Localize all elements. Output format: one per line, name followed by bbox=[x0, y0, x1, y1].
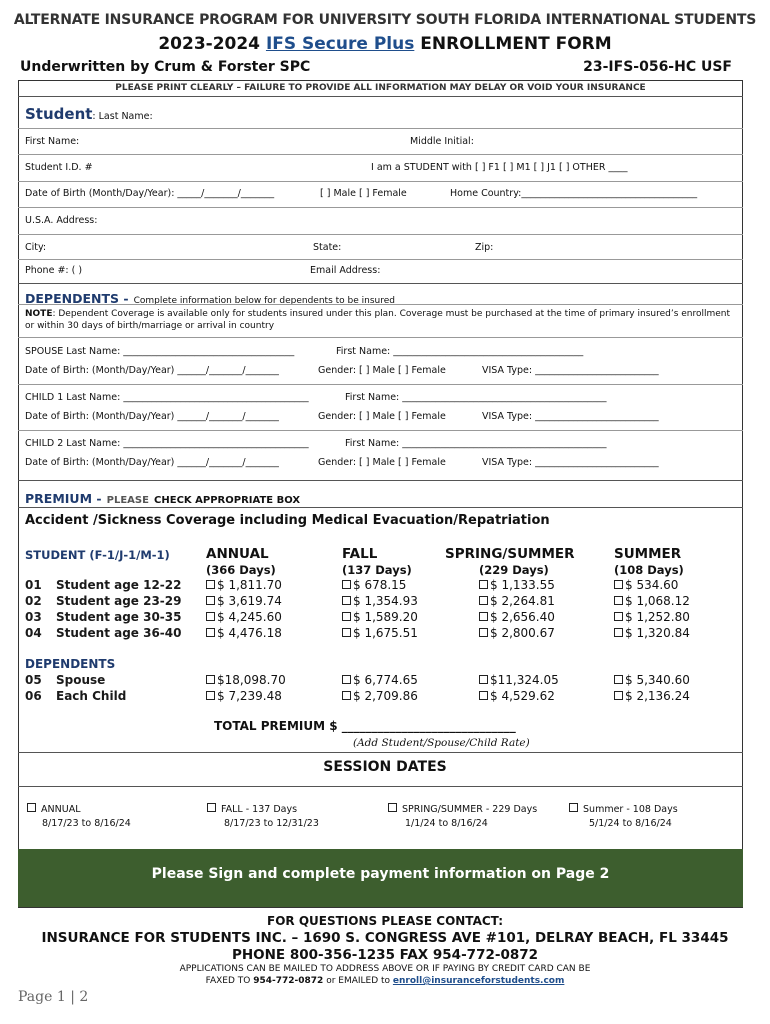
dependents-rate-header: DEPENDENTS bbox=[25, 657, 116, 671]
column-summer: SUMMER bbox=[614, 546, 682, 562]
rate-row-label: Spouse bbox=[56, 673, 106, 687]
rate-checkbox[interactable] bbox=[342, 673, 418, 687]
rate-value: $ 2,800.67 bbox=[490, 626, 555, 640]
rate-row-code: 05 bbox=[25, 673, 42, 687]
checkbox-icon bbox=[479, 691, 488, 700]
checkbox-icon bbox=[479, 675, 488, 684]
rate-checkbox[interactable] bbox=[342, 610, 418, 624]
checkbox-icon bbox=[206, 675, 215, 684]
divider bbox=[18, 234, 743, 235]
rate-value: $ 1,675.51 bbox=[353, 626, 418, 640]
or-emailed-text: or EMAILED to bbox=[326, 976, 391, 986]
form-name: ENROLLMENT FORM bbox=[420, 34, 612, 54]
session-annual-checkbox[interactable] bbox=[27, 803, 81, 815]
rate-value: $ 1,811.70 bbox=[217, 578, 282, 592]
rate-value: $ 3,619.74 bbox=[217, 594, 282, 608]
rate-checkbox[interactable] bbox=[479, 594, 555, 608]
rate-value: $ 6,774.65 bbox=[353, 673, 418, 687]
checkbox-icon bbox=[614, 580, 623, 589]
divider bbox=[18, 507, 743, 508]
divider bbox=[18, 207, 743, 208]
student-section bbox=[25, 104, 153, 123]
city-field[interactable]: City: bbox=[25, 242, 47, 253]
spouse-gender-checkboxes[interactable]: Gender: [ ] Male [ ] Female bbox=[318, 365, 446, 376]
session-annual-dates: 8/17/23 to 8/16/24 bbox=[42, 818, 131, 829]
checkbox-icon bbox=[388, 803, 397, 812]
rate-value: $ 1,354.93 bbox=[353, 594, 418, 608]
column-spring-summer: SPRING/SUMMER bbox=[445, 546, 575, 562]
rate-value: $ 4,476.18 bbox=[217, 626, 282, 640]
mail-instruction: APPLICATIONS CAN BE MAILED TO ADDRESS ABOVE OR IF PAYING BY CREDIT CARD CAN BE bbox=[179, 964, 591, 974]
checkbox-icon bbox=[206, 628, 215, 637]
rate-checkbox[interactable] bbox=[614, 673, 690, 687]
days-annual: (366 Days) bbox=[206, 563, 276, 577]
session-summer-dates: 5/1/24 to 8/16/24 bbox=[589, 818, 672, 829]
coverage-title: Accident /Sickness Coverage including Medical Evacuation/Repatriation bbox=[25, 513, 550, 528]
child1-first-name-field[interactable]: First Name: ___________________________________________ bbox=[345, 392, 607, 403]
session-name: SPRING/SUMMER - 229 Days bbox=[402, 804, 538, 815]
rate-checkbox[interactable] bbox=[342, 689, 418, 703]
sign-notice-band bbox=[18, 849, 743, 907]
rate-value: $ 5,340.60 bbox=[625, 673, 690, 687]
checkbox-icon bbox=[342, 628, 351, 637]
checkbox-icon bbox=[342, 675, 351, 684]
rate-checkbox[interactable] bbox=[479, 689, 555, 703]
rate-row-label: Student age 30-35 bbox=[56, 610, 182, 624]
rate-value: $ 1,589.20 bbox=[353, 610, 418, 624]
premium-section bbox=[25, 488, 300, 507]
session-name: ANNUAL bbox=[41, 804, 81, 815]
rate-row-label: Each Child bbox=[56, 689, 127, 703]
home-country-field[interactable]: Home Country:_____________________________________ bbox=[450, 188, 698, 199]
child1-gender-checkboxes[interactable]: Gender: [ ] Male [ ] Female bbox=[318, 411, 446, 422]
rate-checkbox[interactable] bbox=[206, 578, 282, 592]
checkbox-icon bbox=[206, 596, 215, 605]
rate-checkbox[interactable] bbox=[614, 578, 678, 592]
rate-value: $ 1,320.84 bbox=[625, 626, 690, 640]
rate-checkbox[interactable] bbox=[614, 626, 690, 640]
session-summer-checkbox[interactable] bbox=[569, 803, 678, 815]
divider bbox=[18, 430, 743, 431]
rate-checkbox[interactable] bbox=[614, 594, 690, 608]
rate-checkbox[interactable] bbox=[206, 594, 282, 608]
rate-row-label: Student age 12-22 bbox=[56, 578, 182, 592]
divider bbox=[18, 337, 743, 338]
note-label: NOTE bbox=[25, 309, 53, 319]
premium-title: PREMIUM - bbox=[25, 491, 102, 506]
rate-value: $ 2,709.86 bbox=[353, 689, 418, 703]
rate-row-label: Student age 23-29 bbox=[56, 594, 182, 608]
student-id-field[interactable]: Student I.D. # bbox=[25, 162, 93, 173]
days-summer: (108 Days) bbox=[614, 563, 684, 577]
spouse-dob-field[interactable]: Date of Birth: (Month/Day/Year) ______/_______/_______ bbox=[25, 365, 279, 376]
child2-last-name-field[interactable]: CHILD 2 Last Name: _______________________________________ bbox=[25, 438, 309, 449]
email-link[interactable]: enroll@insuranceforstudents.com bbox=[392, 976, 565, 986]
child2-visa-field[interactable]: VISA Type: __________________________ bbox=[482, 457, 659, 468]
rate-checkbox[interactable] bbox=[206, 626, 282, 640]
underwriter: Underwritten by Crum & Forster SPC bbox=[20, 59, 311, 75]
fax-number: 954-772-0872 bbox=[253, 976, 324, 986]
rate-checkbox[interactable] bbox=[479, 673, 559, 687]
divider bbox=[18, 181, 743, 182]
rate-checkbox[interactable] bbox=[479, 610, 555, 624]
column-annual: ANNUAL bbox=[206, 546, 269, 562]
last-name-label: : Last Name: bbox=[92, 111, 153, 122]
rate-checkbox[interactable] bbox=[479, 578, 555, 592]
rate-checkbox[interactable] bbox=[342, 594, 418, 608]
dependent-note bbox=[25, 308, 735, 332]
spouse-visa-field[interactable]: VISA Type: __________________________ bbox=[482, 365, 659, 376]
divider bbox=[18, 96, 743, 97]
session-fall-checkbox[interactable] bbox=[207, 803, 297, 815]
rate-value: $ 2,656.40 bbox=[490, 610, 555, 624]
child1-dob-field[interactable]: Date of Birth: (Month/Day/Year) ______/_______/_______ bbox=[25, 411, 279, 422]
rate-checkbox[interactable] bbox=[342, 578, 406, 592]
form-code: 23-IFS-056-HC USF bbox=[583, 59, 732, 75]
checkbox-icon bbox=[206, 691, 215, 700]
child1-last-name-field[interactable]: CHILD 1 Last Name: _______________________________________ bbox=[25, 392, 309, 403]
checkbox-icon bbox=[207, 803, 216, 812]
checkbox-icon bbox=[614, 675, 623, 684]
rate-checkbox[interactable] bbox=[342, 626, 418, 640]
rate-value: $18,098.70 bbox=[217, 673, 286, 687]
checkbox-icon bbox=[206, 612, 215, 621]
faxed-to-text: FAXED TO bbox=[205, 976, 251, 986]
fax-email-instruction bbox=[0, 976, 770, 986]
divider bbox=[18, 283, 743, 284]
rate-row-code: 02 bbox=[25, 594, 42, 608]
print-notice: PLEASE PRINT CLEARLY – FAILURE TO PROVIDE ALL INFORMATION MAY DELAY OR VOID YOUR INSURANCE bbox=[115, 83, 646, 93]
total-premium-field[interactable]: TOTAL PREMIUM $ _____________________________ bbox=[214, 719, 516, 733]
form-year: 2023-2024 bbox=[158, 34, 261, 54]
rate-checkbox[interactable] bbox=[206, 673, 286, 687]
student-rate-header: STUDENT (F-1/J-1/M-1) bbox=[25, 548, 170, 562]
middle-initial-field[interactable]: Middle Initial: bbox=[410, 136, 474, 147]
checkbox-icon bbox=[342, 596, 351, 605]
checkbox-icon bbox=[479, 596, 488, 605]
note-text: : Dependent Coverage is available only for students insured under this plan. Coverage must be purchased at the time of primary insured’s enrollment or within 30 days of birth/marriage or arrival in country bbox=[25, 309, 731, 331]
divider bbox=[18, 384, 743, 385]
rate-checkbox[interactable] bbox=[614, 610, 690, 624]
checkbox-icon bbox=[342, 612, 351, 621]
gender-checkboxes[interactable]: [ ] Male [ ] Female bbox=[320, 188, 407, 199]
zip-field[interactable]: Zip: bbox=[475, 242, 494, 253]
plan-link[interactable]: IFS Secure Plus bbox=[265, 34, 415, 54]
session-dates-title: SESSION DATES bbox=[323, 759, 447, 775]
divider bbox=[18, 259, 743, 260]
rate-value: $ 4,529.62 bbox=[490, 689, 555, 703]
program-title: ALTERNATE INSURANCE PROGRAM FOR UNIVERSITY SOUTH FLORIDA INTERNATIONAL STUDENTS bbox=[13, 12, 757, 28]
rate-row-code: 04 bbox=[25, 626, 42, 640]
checkbox-icon bbox=[569, 803, 578, 812]
contact-phone: PHONE 800-356-1235 FAX 954-772-0872 bbox=[231, 947, 539, 963]
checkbox-icon bbox=[27, 803, 36, 812]
checkbox-icon bbox=[614, 628, 623, 637]
divider bbox=[18, 786, 743, 787]
rate-checkbox[interactable] bbox=[206, 610, 282, 624]
student-status-checkboxes[interactable]: I am a STUDENT with [ ] F1 [ ] M1 [ ] J1 [ ] OTHER ____ bbox=[371, 162, 628, 173]
session-spring-summer-checkbox[interactable] bbox=[388, 803, 537, 815]
rate-checkbox[interactable] bbox=[614, 689, 690, 703]
premium-please: PLEASE bbox=[106, 495, 149, 506]
child2-first-name-field[interactable]: First Name: ___________________________________________ bbox=[345, 438, 607, 449]
column-fall: FALL bbox=[342, 546, 378, 562]
rate-value: $ 1,068.12 bbox=[625, 594, 690, 608]
first-name-field[interactable]: First Name: bbox=[25, 136, 80, 147]
rate-value: $ 2,136.24 bbox=[625, 689, 690, 703]
days-spring-summer: (229 Days) bbox=[479, 563, 549, 577]
checkbox-icon bbox=[479, 580, 488, 589]
divider bbox=[18, 304, 743, 305]
rate-row-code: 06 bbox=[25, 689, 42, 703]
divider bbox=[18, 480, 743, 481]
checkbox-icon bbox=[614, 596, 623, 605]
session-spring-summer-dates: 1/1/24 to 8/16/24 bbox=[405, 818, 488, 829]
student-title: Student bbox=[25, 105, 93, 123]
rate-value: $ 7,239.48 bbox=[217, 689, 282, 703]
rate-value: $ 1,133.55 bbox=[490, 578, 555, 592]
contact-address: INSURANCE FOR STUDENTS INC. – 1690 S. CONGRESS AVE #101, DELRAY BEACH, FL 33445 bbox=[41, 930, 729, 946]
divider bbox=[18, 154, 743, 155]
dependents-title: DEPENDENTS - bbox=[25, 291, 129, 306]
dependents-subtitle: Complete information below for dependents to be insured bbox=[133, 296, 395, 306]
checkbox-icon bbox=[614, 691, 623, 700]
dob-field[interactable]: Date of Birth (Month/Day/Year): _____/_______/_______ bbox=[25, 188, 275, 199]
spouse-last-name-field[interactable]: SPOUSE Last Name: ____________________________________ bbox=[25, 346, 295, 357]
checkbox-icon bbox=[206, 580, 215, 589]
rate-value: $ 2,264.81 bbox=[490, 594, 555, 608]
rate-value: $ 1,252.80 bbox=[625, 610, 690, 624]
state-field[interactable]: State: bbox=[313, 242, 342, 253]
premium-instruction: CHECK APPROPRIATE BOX bbox=[154, 495, 301, 506]
rate-checkbox[interactable] bbox=[206, 689, 282, 703]
rate-value: $ 678.15 bbox=[353, 578, 407, 592]
rate-value: $ 4,245.60 bbox=[217, 610, 282, 624]
checkbox-icon bbox=[479, 628, 488, 637]
rate-row-label: Student age 36-40 bbox=[56, 626, 182, 640]
spouse-first-name-field[interactable]: First Name: ________________________________________ bbox=[336, 346, 584, 357]
rate-checkbox[interactable] bbox=[479, 626, 555, 640]
checkbox-icon bbox=[614, 612, 623, 621]
page-number: Page 1 | 2 bbox=[18, 989, 89, 1005]
contact-heading: FOR QUESTIONS PLEASE CONTACT: bbox=[267, 914, 503, 928]
total-premium-note: (Add Student/Spouse/Child Rate) bbox=[353, 737, 530, 749]
divider bbox=[18, 128, 743, 129]
rate-value: $11,324.05 bbox=[490, 673, 559, 687]
checkbox-icon bbox=[342, 691, 351, 700]
rate-value: $ 534.60 bbox=[625, 578, 679, 592]
session-fall-dates: 8/17/23 to 12/31/23 bbox=[224, 818, 319, 829]
form-title bbox=[0, 34, 770, 54]
child1-visa-field[interactable]: VISA Type: __________________________ bbox=[482, 411, 659, 422]
child2-dob-field[interactable]: Date of Birth: (Month/Day/Year) ______/_______/_______ bbox=[25, 457, 279, 468]
days-fall: (137 Days) bbox=[342, 563, 412, 577]
address-field[interactable]: U.S.A. Address: bbox=[25, 215, 98, 226]
session-name: FALL - 137 Days bbox=[221, 804, 298, 815]
checkbox-icon bbox=[479, 612, 488, 621]
rate-row-code: 03 bbox=[25, 610, 42, 624]
session-name: Summer - 108 Days bbox=[583, 804, 678, 815]
phone-field[interactable]: Phone #: ( ) bbox=[25, 265, 83, 276]
divider bbox=[18, 752, 743, 753]
checkbox-icon bbox=[342, 580, 351, 589]
child2-gender-checkboxes[interactable]: Gender: [ ] Male [ ] Female bbox=[318, 457, 446, 468]
sign-notice: Please Sign and complete payment information on Page 2 bbox=[151, 866, 610, 882]
rate-row-code: 01 bbox=[25, 578, 42, 592]
email-field[interactable]: Email Address: bbox=[310, 265, 381, 276]
